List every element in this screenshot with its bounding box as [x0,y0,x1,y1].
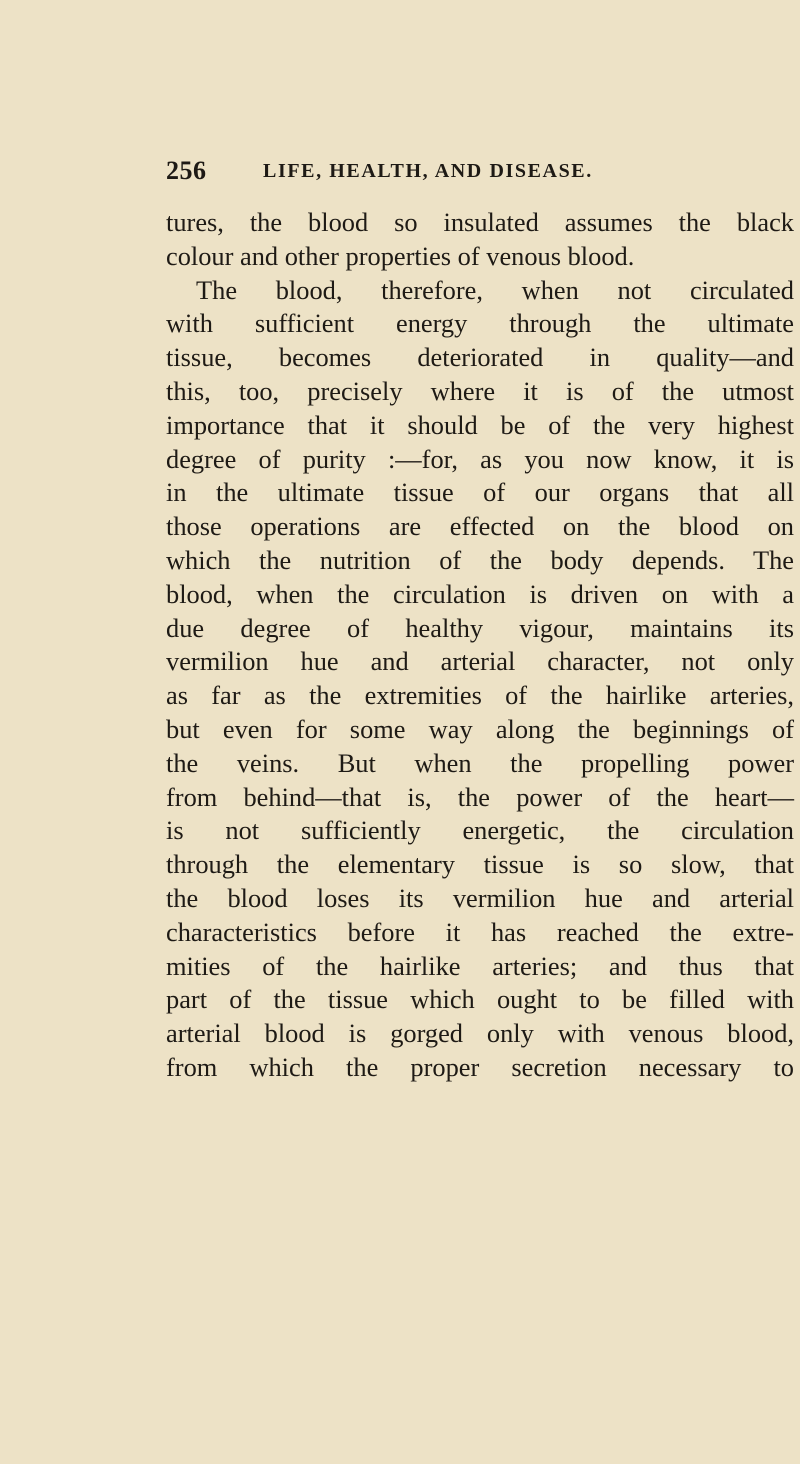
page-header [166,156,766,192]
text-line: with sufficient energy through the ultimate [166,308,794,339]
text-line: The blood, therefore, when not circulated [196,274,794,305]
text-line: as far as the extremities of the hairlike arteries, [166,680,794,711]
text-line: mities of the hairlike arteries; and thus that [166,950,794,981]
text-line: but even for some way along the beginnings of [166,713,794,744]
text-line: tures, the blood so insulated assumes the black [166,207,794,237]
text-line: degree of purity :—for, as you now know, it is [166,443,794,474]
text-line: is not sufficiently energetic, the circulation [166,815,794,846]
body-text [166,206,794,1085]
text-line: colour and other properties of venous blood. [166,240,635,271]
text-line: from behind—that is, the power of the heart— [166,781,794,812]
text-line: which the nutrition of the body depends. The [166,544,794,575]
text-line: importance that it should be of the very highest [166,409,794,440]
text-line: the blood loses its vermilion hue and arterial [166,882,794,913]
text-line: the veins. But when the propelling power [166,747,794,778]
text-line: part of the tissue which ought to be filled with [166,984,794,1015]
text-line: through the elementary tissue is so slow, that [166,849,794,880]
page-number: 256 [166,156,207,185]
running-title: LIFE, HEALTH, AND DISEASE. [263,160,593,182]
text-line: tissue, becomes deteriorated in quality—and [166,342,794,373]
text-line: arterial blood is gorged only with venous blood, [166,1018,794,1049]
text-line: vermilion hue and arterial character, not only [166,646,794,677]
text-line: due degree of healthy vigour, maintains its [166,612,794,643]
text-line: from which the proper secretion necessary to [166,1051,794,1082]
text-line: characteristics before it has reached the extre- [166,916,794,947]
text-line: this, too, precisely where it is of the utmost [166,375,794,406]
text-line: blood, when the circulation is driven on with a [166,578,794,609]
text-line: those operations are effected on the blood on [166,511,794,542]
text-line: in the ultimate tissue of our organs that all [166,477,794,508]
